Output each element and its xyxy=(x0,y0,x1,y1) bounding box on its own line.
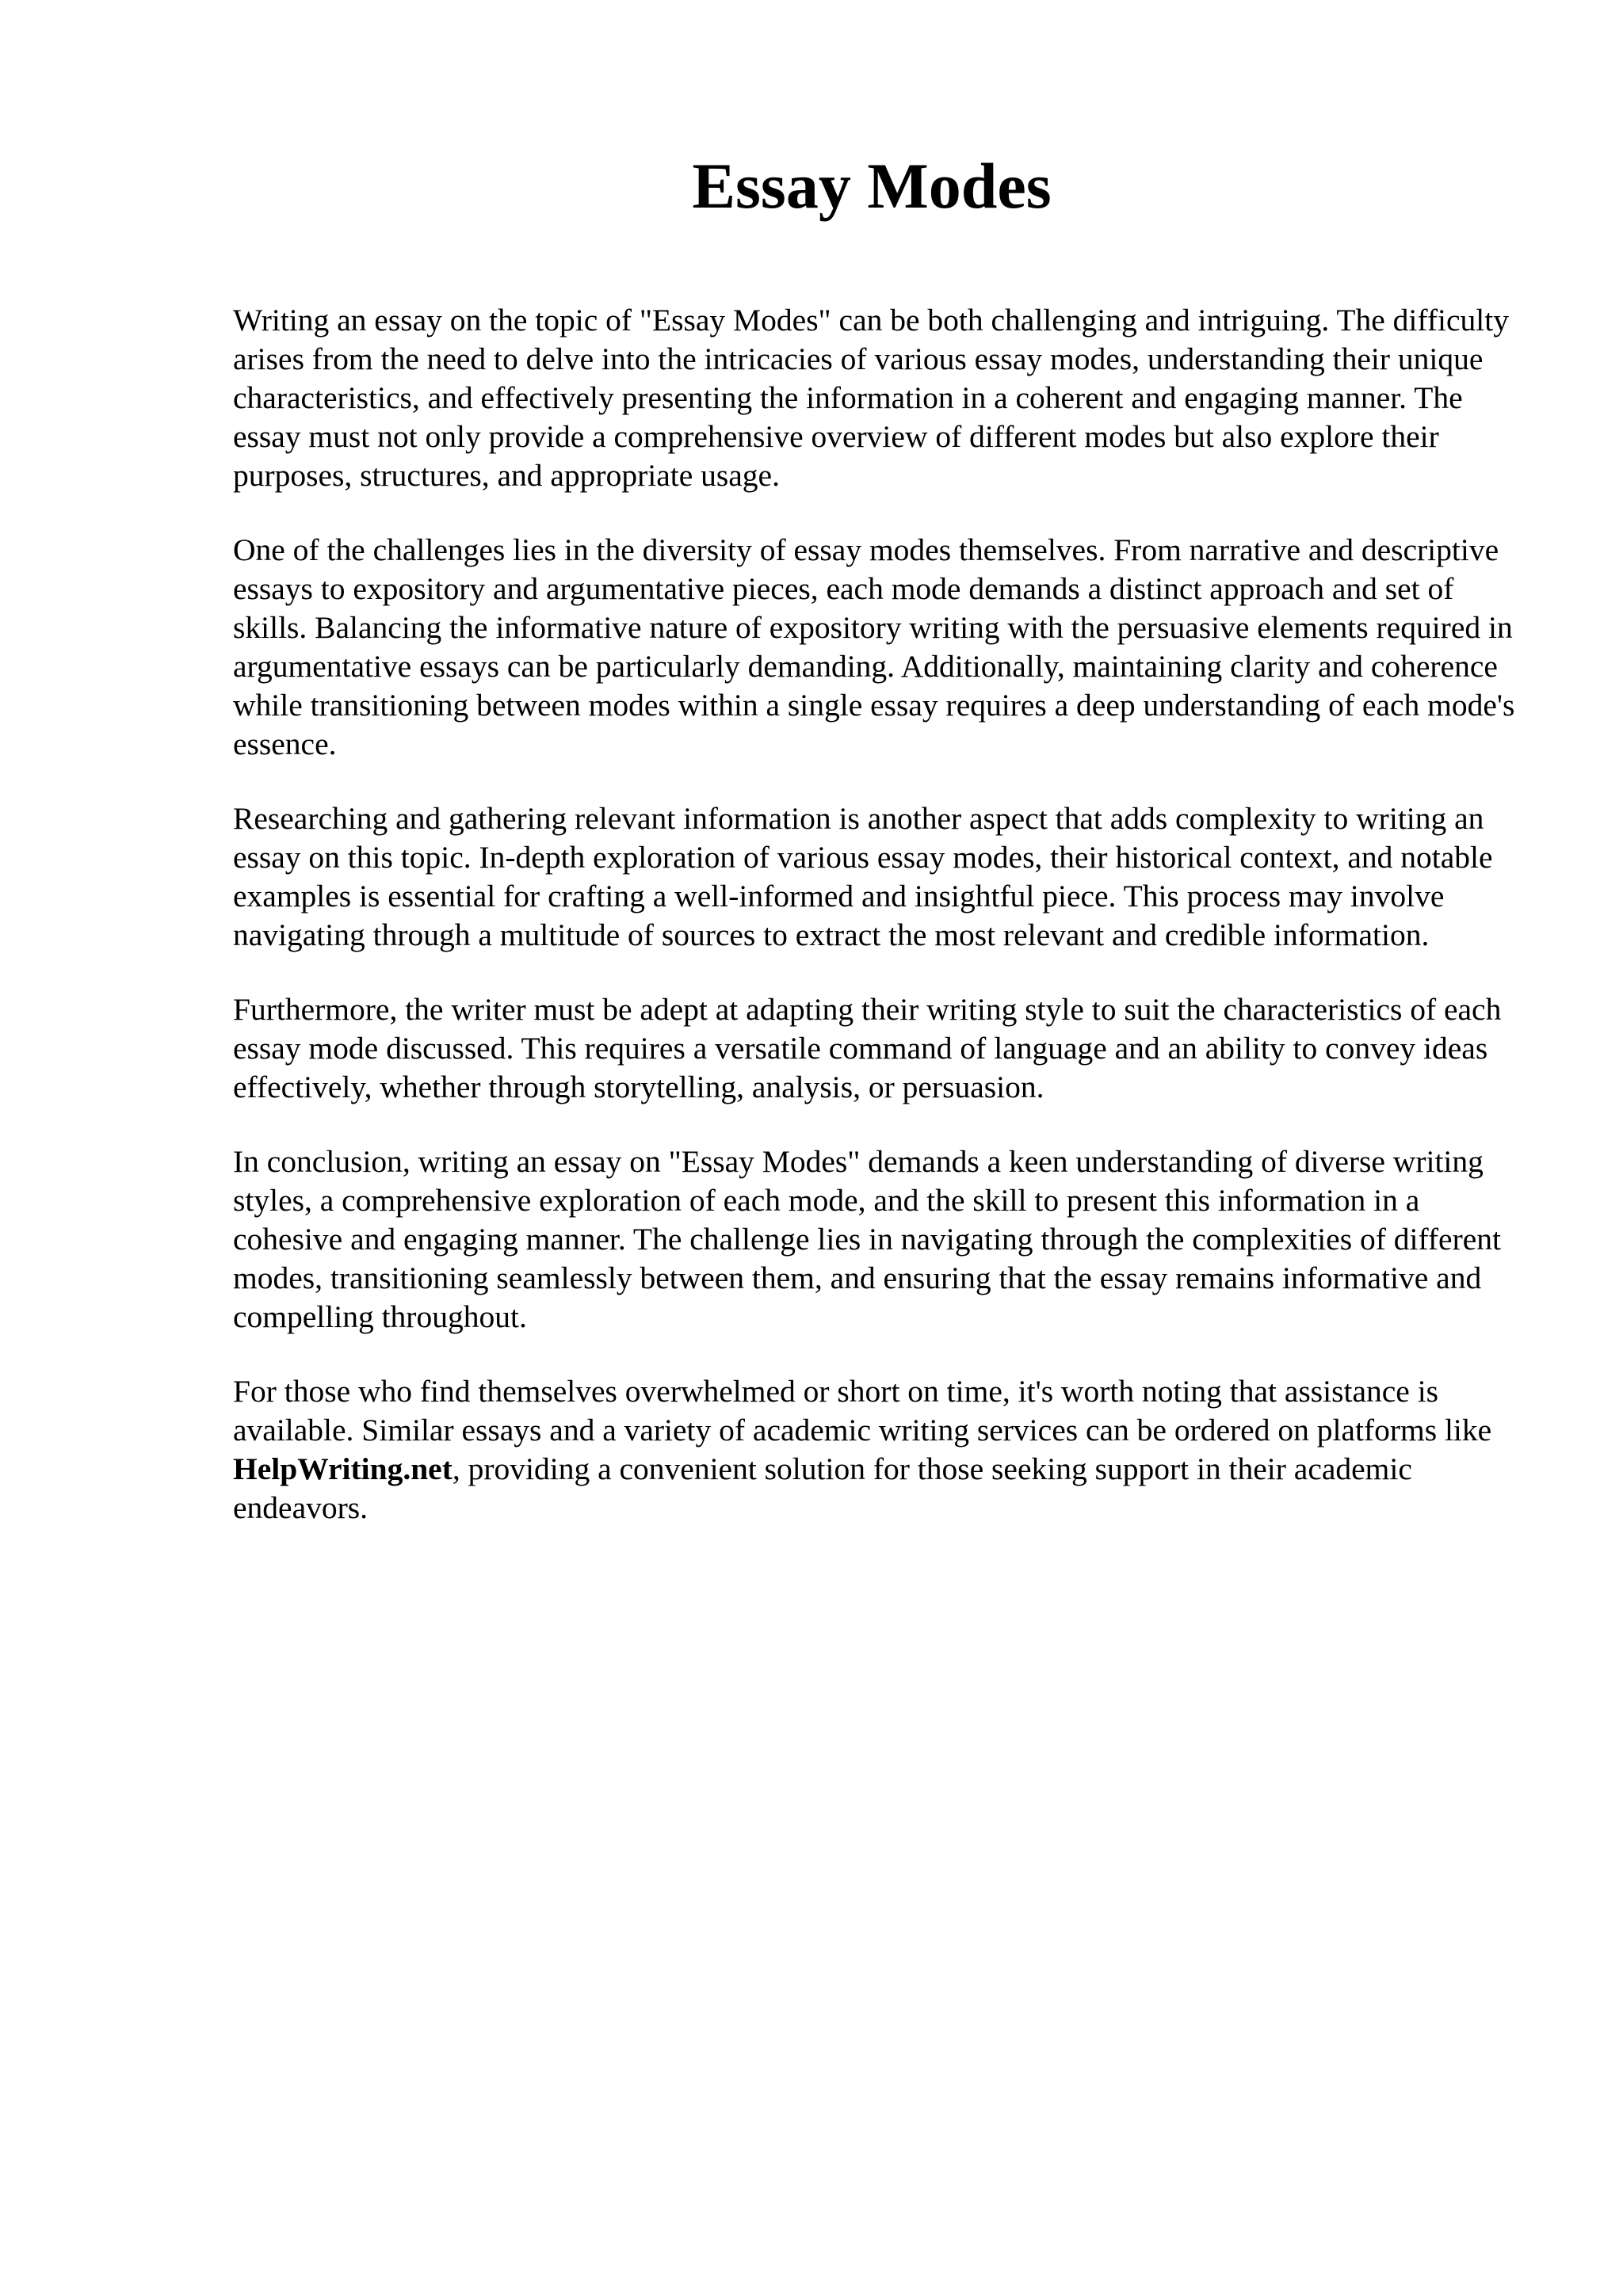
paragraph-assistance xyxy=(233,1372,1517,1527)
paragraph-intro: Writing an essay on the topic of "Essay Modes" can be both challenging and intriguing. The difficulty arises from the need to delve into the intricacies of various essay modes, understanding their unique characteristics, and effectively presenting the information in a coherent and engaging manner. The essay must not only provide a comprehensive overview of different modes but also explore their purposes, structures, and appropriate usage. xyxy=(233,303,1509,493)
paragraph-research: Researching and gathering relevant information is another aspect that adds complexity to writing an essay on this topic. In-depth exploration of various essay modes, their historical context, and notable examples is essential for crafting a well-informed and insightful piece. This process may involve navigating through a multitude of sources to extract the most relevant and credible information. xyxy=(233,801,1493,952)
paragraph-diversity: One of the challenges lies in the diversity of essay modes themselves. From narrative and descriptive essays to expository and argumentative pieces, each mode demands a distinct approach and set of skills. Balancing the informative nature of expository writing with the persuasive elements required in argumentative essays can be particularly demanding. Additionally, maintaining clarity and coherence while transitioning between modes within a single essay requires a deep understanding of each mode's essence. xyxy=(233,532,1515,761)
assistance-text-before: For those who find themselves overwhelmed or short on time, it's worth noting that assistance is available. Similar essays and a variety of academic writing services can be ordered on platforms like xyxy=(233,1374,1492,1447)
paragraph-conclusion: In conclusion, writing an essay on "Essay Modes" demands a keen understanding of diverse writing styles, a comprehensive exploration of each mode, and the skill to present this information in a cohesive and engaging manner. The challenge lies in navigating through the complexities of different modes, transitioning seamlessly between them, and ensuring that the essay remains informative and compelling throughout. xyxy=(233,1144,1502,1334)
page-title: Essay Modes xyxy=(692,150,1052,222)
brand-name: HelpWriting.net xyxy=(233,1451,453,1486)
paragraph-style: Furthermore, the writer must be adept at adapting their writing style to suit the characteristics of each essay mode discussed. This requires a versatile command of language and an ability to convey ideas effectively, whether through storytelling, analysis, or persuasion. xyxy=(233,992,1502,1104)
assistance-text-after: , providing a convenient solution for those seeking support in their academic endeavors. xyxy=(233,1451,1412,1525)
essay-body xyxy=(233,301,1517,1563)
